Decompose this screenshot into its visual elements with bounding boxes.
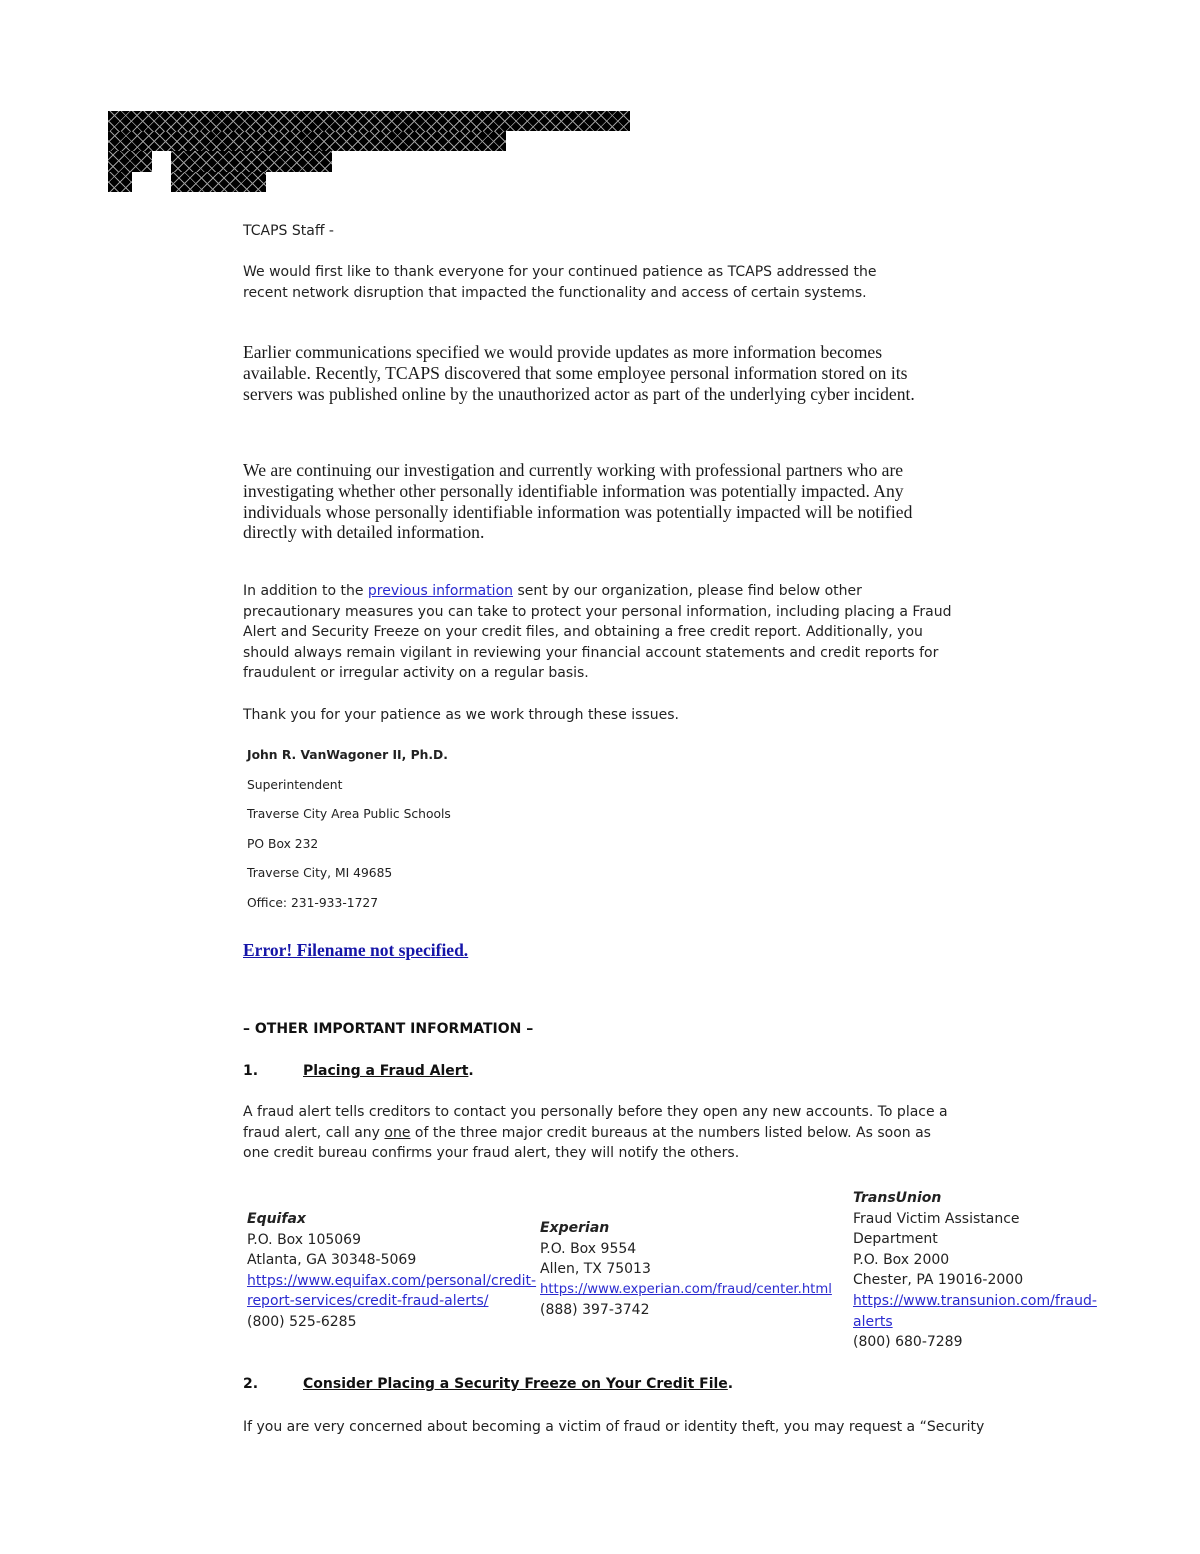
section-2-title-text: Consider Placing a Security Freeze on Your Credit File <box>303 1376 728 1392</box>
signature-office-phone: Office: 231-933-1727 <box>247 896 379 910</box>
equifax-link-line1: https://www.equifax.com/personal/credit- <box>247 1272 537 1289</box>
redaction-block <box>108 111 630 131</box>
precautions-text-end: sent by our organization, please find below other precautionary measures you can take to protect your personal information, including placing a Fraud Alert and Security Freeze on your credit files, and obtaining a free credit report. Additionally, you should always remain vigilant in reviewing your financial account statements and credit reports for fraudulent or irregular activity on a regular basis. <box>243 583 952 682</box>
equifax-address-line2: Atlanta, GA 30348-5069 <box>247 1252 417 1269</box>
transunion-address-line1: Fraud Victim Assistance <box>853 1210 1020 1227</box>
redaction-block <box>108 131 506 151</box>
fraud-alert-text-end: of the three major credit bureaus at the numbers listed below. As soon as one credit bureau confirms your fraud alert, they will notify the others. <box>243 1124 931 1162</box>
transunion-name: TransUnion <box>853 1190 942 1206</box>
experian-address-line1: P.O. Box 9554 <box>540 1240 637 1257</box>
equifax-name: Equifax <box>247 1211 306 1227</box>
transunion-link-line2: alerts <box>853 1313 893 1330</box>
fraud-alert-paragraph <box>243 1102 951 1164</box>
paragraph-precautions <box>243 581 955 684</box>
redaction-block <box>108 172 132 192</box>
other-information-heading: – OTHER IMPORTANT INFORMATION – <box>243 1021 534 1037</box>
section-1-title <box>303 1063 474 1079</box>
transunion-address-line2: Department <box>853 1231 938 1248</box>
paragraph-closing: Thank you for your patience as we work through these issues. <box>243 707 679 723</box>
greeting: TCAPS Staff - <box>243 223 334 239</box>
paragraph-thanks: We would first like to thank everyone for your continued patience as TCAPS addressed the recent network disruption that impacted the functionality and access of certain systems. <box>243 264 877 301</box>
transunion-address-line3: P.O. Box 2000 <box>853 1251 950 1268</box>
signature-po-box: PO Box 232 <box>247 837 319 851</box>
transunion-link[interactable] <box>853 1291 1123 1332</box>
experian-link[interactable]: https://www.experian.com/fraud/center.html <box>540 1281 832 1297</box>
section-1-title-text: Placing a Fraud Alert <box>303 1063 469 1079</box>
equifax-address-line1: P.O. Box 105069 <box>247 1231 361 1248</box>
equifax-phone: (800) 525-6285 <box>247 1313 357 1330</box>
signature-city: Traverse City, MI 49685 <box>247 866 393 880</box>
section-2-number: 2. <box>243 1376 259 1392</box>
experian-address-line2: Allen, TX 75013 <box>540 1261 651 1278</box>
equifax-link-line2: report-services/credit-fraud-alerts/ <box>247 1293 489 1310</box>
signature-title: Superintendent <box>247 778 343 792</box>
bureau-transunion <box>853 1188 1123 1353</box>
transunion-address-line4: Chester, PA 19016-2000 <box>853 1272 1024 1289</box>
previous-information-link[interactable]: previous information <box>367 583 514 599</box>
section-2-title <box>303 1376 733 1392</box>
filename-error-link[interactable]: Error! Filename not specified. <box>243 940 469 960</box>
equifax-link[interactable] <box>247 1271 537 1312</box>
redaction-block <box>171 172 266 192</box>
section-2-title-period: . <box>727 1376 734 1392</box>
experian-phone: (888) 397-3742 <box>540 1302 650 1319</box>
redaction-block <box>171 151 332 172</box>
redaction-block <box>108 151 152 172</box>
bureau-experian <box>540 1218 852 1321</box>
experian-name: Experian <box>540 1220 610 1236</box>
fraud-alert-text-one: one <box>384 1124 411 1141</box>
security-freeze-paragraph: If you are very concerned about becoming a victim of fraud or identity theft, you may request a “Security <box>243 1419 985 1435</box>
section-1-number: 1. <box>243 1063 259 1079</box>
paragraph-update: Earlier communications specified we would provide updates as more information becomes available. Recently, TCAPS discovered that some employee personal information stored on its servers was published online by the unauthorized actor as part of the underlying cyber incident. <box>243 342 915 404</box>
signature-organization: Traverse City Area Public Schools <box>247 807 451 821</box>
signature-name: John R. VanWagoner II, Ph.D. <box>247 748 448 762</box>
transunion-link-line1: https://www.transunion.com/fraud- <box>853 1292 1097 1309</box>
section-1-title-period: . <box>468 1063 474 1079</box>
precautions-text-start: In addition to the <box>243 583 368 599</box>
transunion-phone: (800) 680-7289 <box>853 1334 963 1351</box>
bureau-equifax <box>247 1209 537 1333</box>
paragraph-investigation: We are continuing our investigation and currently working with professional partners who are investigating whether other personally identifiable information was potentially impacted. Any individuals whose personally identifiable information was potentially impacted will be notified directly with detailed information. <box>243 460 913 543</box>
fraud-alert-text-start: A fraud alert tells creditors to contact you personally before they open any new accounts. To place a fraud alert, call any <box>243 1104 948 1141</box>
